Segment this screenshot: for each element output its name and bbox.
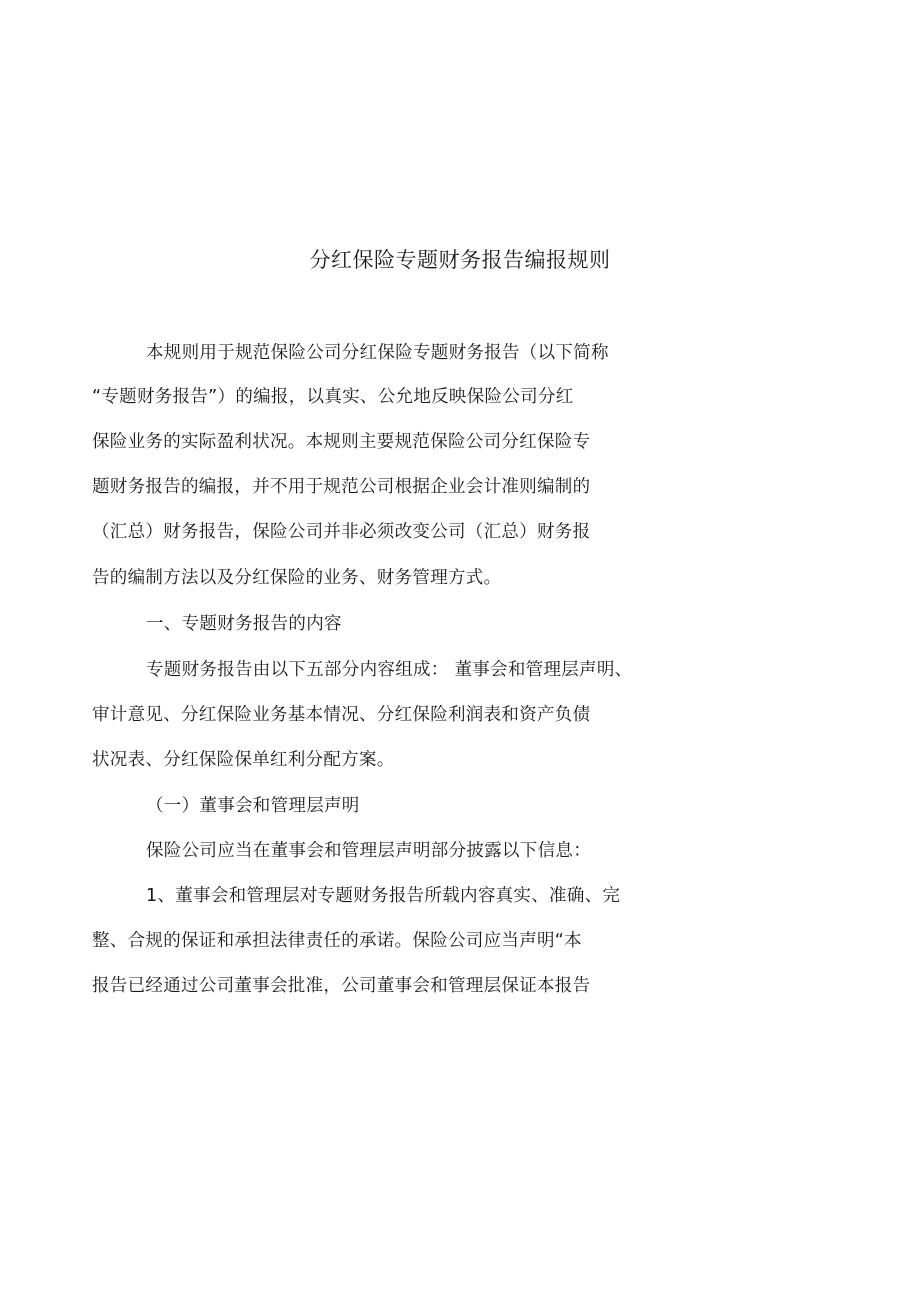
intro-paragraph-line-3: 保险业务的实际盈利状况。本规则主要规范保险公司分红保险专 [92, 432, 591, 452]
intro-paragraph-line-4: 题财务报告的编报，并不用于规范公司根据企业会计准则编制的 [92, 477, 591, 497]
intro-paragraph-line-6: 告的编制方法以及分红保险的业务、财务管理方式。 [92, 568, 502, 588]
intro-paragraph-line-2: “专题财务报告”）的编报，以真实、公允地反映保险公司分红 [92, 387, 574, 407]
content-paragraph-line-1: 专题财务报告由以下五部分内容组成： 董事会和管理层声明、 [146, 660, 633, 680]
intro-paragraph-line-5: （汇总）财务报告，保险公司并非必须改变公司（汇总）财务报 [92, 522, 591, 542]
item-1-line-2: 整、合规的保证和承担法律责任的承诺。保险公司应当声明“本 [92, 931, 582, 951]
disclosure-paragraph-line-1: 保险公司应当在董事会和管理层声明部分披露以下信息： [146, 841, 591, 861]
section-heading-content: 一、专题财务报告的内容 [146, 614, 342, 634]
subsection-heading-board-statement: （一）董事会和管理层声明 [146, 796, 360, 816]
document-title: 分红保险专题财务报告编报规则 [309, 248, 611, 272]
content-paragraph-line-3: 状况表、分红保险保单红利分配方案。 [92, 750, 395, 770]
item-1-line-1: 1、董事会和管理层对专题财务报告所载内容真实、准确、完 [146, 886, 621, 906]
content-paragraph-line-2: 审计意见、分红保险业务基本情况、分红保险利润表和资产负债 [92, 705, 591, 725]
item-1-line-3: 报告已经通过公司董事会批准，公司董事会和管理层保证本报告 [92, 976, 591, 996]
intro-paragraph-line-1: 本规则用于规范保险公司分红保险专题财务报告（以下简称 [146, 343, 609, 363]
